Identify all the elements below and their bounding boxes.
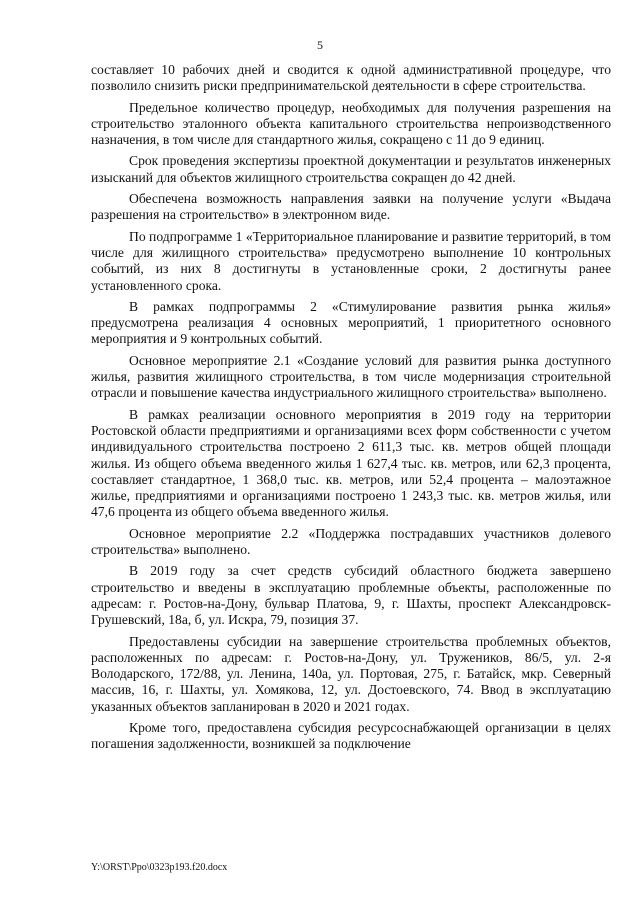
paragraph-10: В 2019 году за счет средств субсидий областного бюджета завершено строительство и введены в эксплуатацию проблемные объекты, расположенные по адресам: г. Ростов-на-Дону, бульвар Платова, 9, г. Шахты, проспект Александровск-Грушевский, 18а, б, ул. Искра, 79, позиция 37. — [91, 563, 611, 628]
footer-file-path: Y:\ORST\Ppo\0323p193.f20.docx — [91, 862, 228, 873]
paragraph-3: Срок проведения экспертизы проектной документации и результатов инженерных изысканий для объектов жилищного строительства сокращен до 42 дней. — [91, 153, 611, 185]
page-number: 5 — [317, 38, 323, 52]
paragraph-12: Кроме того, предоставлена субсидия ресурсоснабжающей организации в целях погашения задолженности, возникшей за подключение — [91, 719, 611, 752]
paragraph-11: Предоставлены субсидии на завершение строительства проблемных объектов, расположенных по адресам: г. Ростов-на-Дону, ул. Тружеников, 86/5, ул. 2-я Володарского, 172/88, ул. Ленина, 140а, ул. Портовая, 275, г. Батайск, мкр. Северный массив, 16, г. Шахты, ул. Хомякова, 12, ул. Достоевского, 74. Ввод в эксплуатацию указанных объектов запланирован в 2020 и 2021 годах. — [91, 633, 611, 714]
paragraph-2: Предельное количество процедур, необходимых для получения разрешения на строительство эталонного объекта капитального строительства непроизводственного назначения, в том числе для стандартного жилья, сокращено с 11 до 9 единиц. — [91, 99, 611, 148]
body-text — [91, 62, 611, 753]
paragraph-8: В рамках реализации основного мероприятия в 2019 году на территории Ростовской области предприятиями и организациями всех форм собственности с учетом индивидуального строительства построено 2 611,3 тыс. кв. метров общей площади жилья. Из общего объема введенного жилья 1 627,4 тыс. кв. метров, или 62,3 процента, составляет стандартное, 1 368,0 тыс. кв. метров, или 52,4 процента – малоэтажное жилье, предприятиями и организациями построено 1 243,3 тыс. кв. метров жилья, или 47,6 процента из общего объема введенного жилья. — [91, 406, 611, 520]
paragraph-6: В рамках подпрограммы 2 «Стимулирование развития рынка жилья» предусмотрена реализация 4 основных мероприятий, 1 приоритетного основного мероприятия и 9 контрольных событий. — [91, 298, 611, 347]
paragraph-4: Обеспечена возможность направления заявки на получение услуги «Выдача разрешения на строительство» в электронном виде. — [91, 191, 611, 223]
paragraph-1: составляет 10 рабочих дней и сводится к одной административной процедуре, что позволило снизить риски предпринимательской деятельности в сфере строительства. — [91, 62, 611, 94]
paragraph-9: Основное мероприятие 2.2 «Поддержка пострадавших участников долевого строительства» выполнено. — [91, 525, 611, 558]
paragraph-5: По подпрограмме 1 «Территориальное планирование и развитие территорий, в том числе для жилищного строительства» предусмотрено выполнение 10 контрольных событий, из них 8 достигнуты в установленные сроки, 2 достигнуты ранее установленного срока. — [91, 228, 611, 293]
paragraph-7: Основное мероприятие 2.1 «Создание условий для развития рынка доступного жилья, развития жилищного строительства, в том числе модернизация строительной отрасли и повышение качества индустриального жилищного строительства» выполнено. — [91, 352, 611, 401]
